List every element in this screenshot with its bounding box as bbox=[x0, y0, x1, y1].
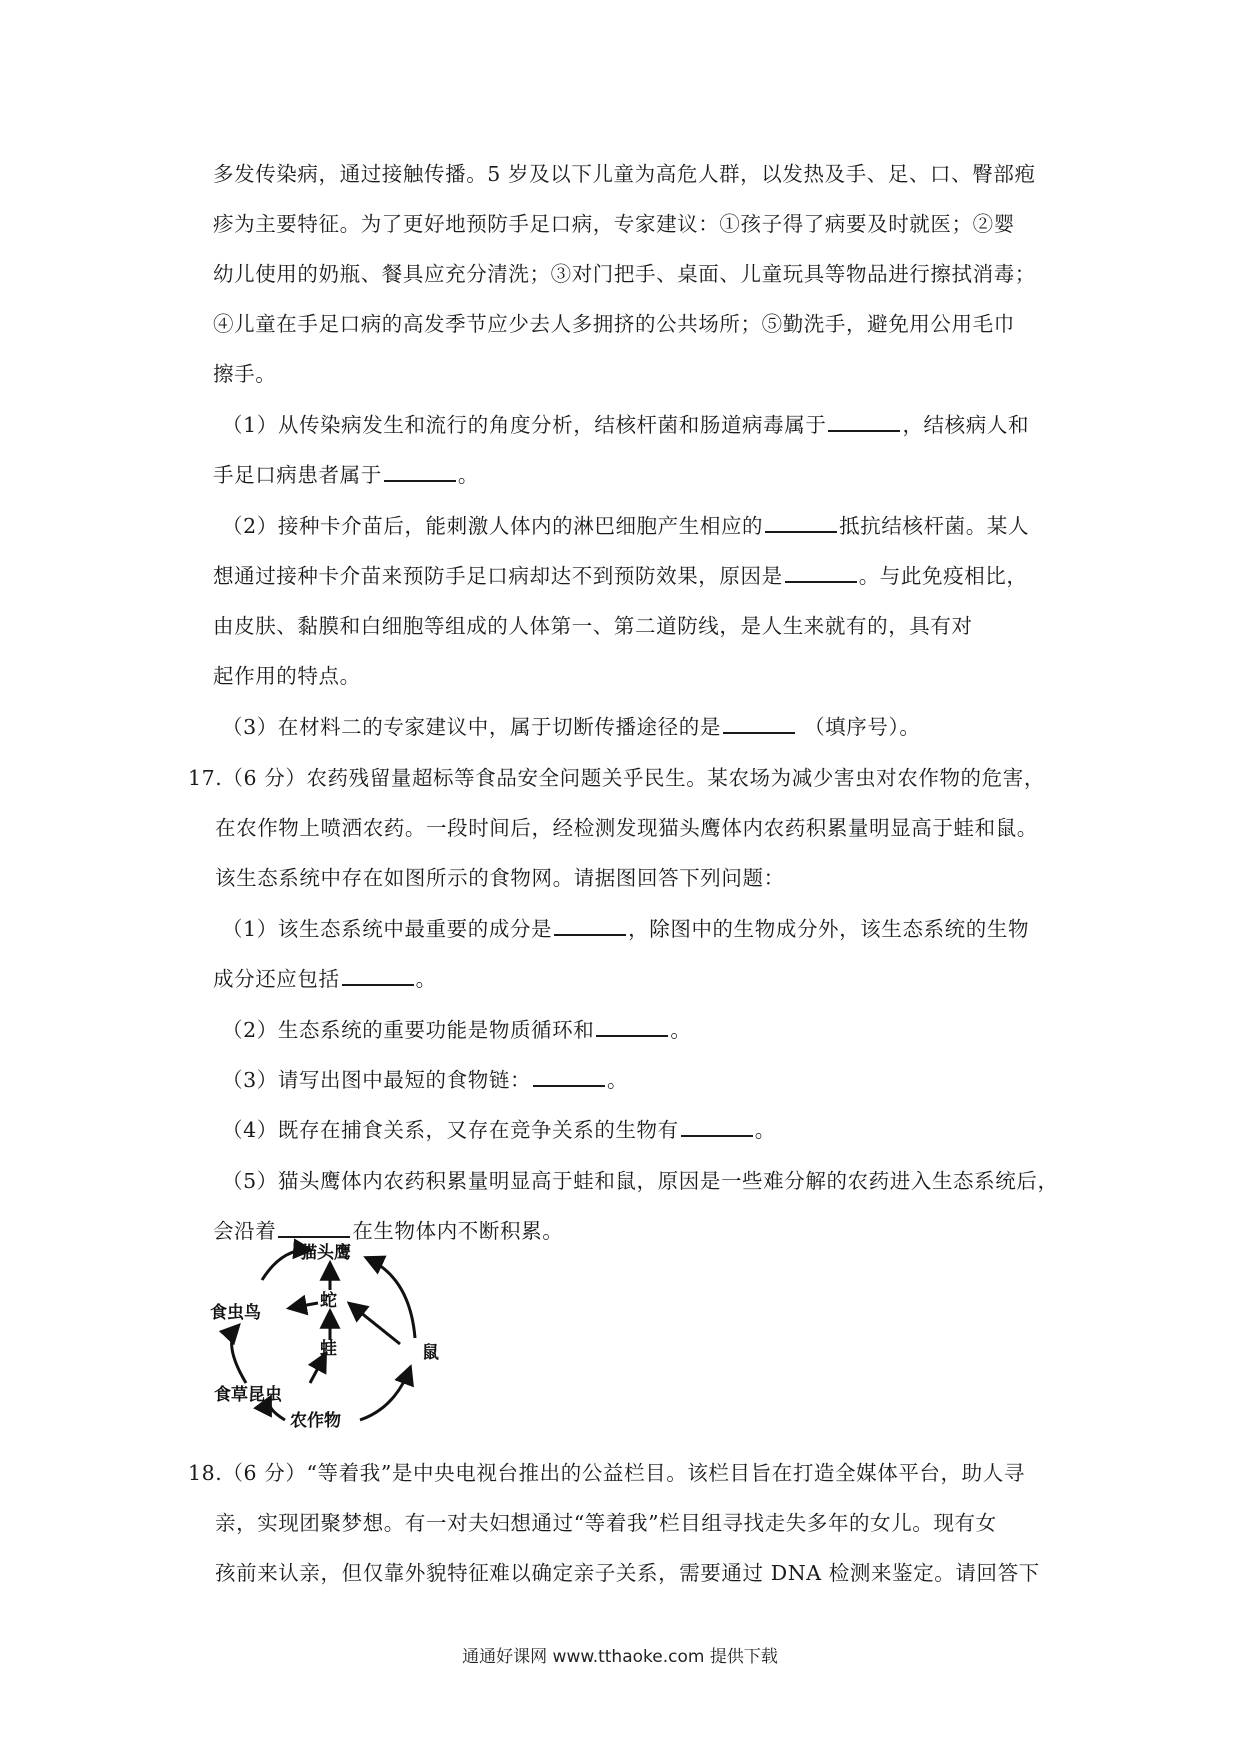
owl-label: 猫头鹰 bbox=[300, 1243, 351, 1263]
arrow-mouse-owl bbox=[367, 1258, 415, 1338]
q18-line: 孩前来认亲，但仅靠外貌特征难以确定亲子关系，需要通过 DNA 检测来鉴定。请回答下 bbox=[215, 1561, 1040, 1585]
answer-blank[interactable] bbox=[765, 513, 837, 533]
answer-blank[interactable] bbox=[533, 1067, 605, 1087]
q17-part4-line: （4）既存在捕食关系，又存在竞争关系的生物有 。 bbox=[222, 1118, 776, 1142]
q17-part2-line: （2）生态系统的重要功能是物质循环和 。 bbox=[222, 1018, 692, 1042]
mouse-label: 鼠 bbox=[422, 1343, 439, 1363]
arrow-bird-snake bbox=[290, 1303, 318, 1308]
insect-label: 食草昆虫 bbox=[214, 1385, 282, 1405]
q16-part2-line: 由皮肤、黏膜和白细胞等组成的人体第一、第二道防线，是人生来就有的，具有对 bbox=[213, 614, 973, 638]
answer-blank[interactable] bbox=[596, 1017, 668, 1037]
q17-intro-line: 该生态系统中存在如图所示的食物网。请据图回答下列问题： bbox=[215, 866, 785, 890]
material-line: 多发传染病，通过接触传播。5 岁及以下儿童为高危人群，以发热及手、足、口、臀部疱 bbox=[213, 162, 1036, 186]
q18-line: 亲，实现团聚梦想。有一对夫妇想通过“等着我”栏目组寻找走失多年的女儿。现有女 bbox=[215, 1511, 997, 1535]
answer-blank[interactable] bbox=[554, 916, 626, 936]
material-line: ④儿童在手足口病的高发季节应少去人多拥挤的公共场所；⑤勤洗手，避免用公用毛巾 bbox=[213, 312, 1015, 336]
arrow-mouse-snake bbox=[350, 1304, 400, 1344]
snake-label: 蛇 bbox=[320, 1291, 337, 1311]
q17-intro-line: 在农作物上喷洒农药。一段时间后，经检测发现猫头鹰体内农药积累量明显高于蛙和鼠。 bbox=[215, 816, 1038, 840]
q16-part2-line: 起作用的特点。 bbox=[213, 664, 361, 688]
arrow-insect-frog bbox=[310, 1355, 325, 1383]
q16-part1-line: 手足口病患者属于 。 bbox=[213, 463, 479, 487]
answer-blank[interactable] bbox=[828, 412, 900, 432]
q17-part3-line: （3）请写出图中最短的食物链： 。 bbox=[222, 1068, 629, 1092]
q16-part2-line: 想通过接种卡介苗来预防手足口病却达不到预防效果，原因是 。与此免疫相比， bbox=[213, 564, 1028, 588]
material-line: 幼儿使用的奶瓶、餐具应充分清洗；③对门把手、桌面、儿童玩具等物品进行擦拭消毒； bbox=[213, 262, 1036, 286]
answer-blank[interactable] bbox=[723, 714, 795, 734]
food-web-diagram bbox=[210, 1228, 460, 1428]
material-line: 擦手。 bbox=[213, 362, 277, 386]
answer-blank[interactable] bbox=[681, 1117, 753, 1137]
bird-label: 食虫鸟 bbox=[210, 1303, 261, 1323]
answer-blank[interactable] bbox=[342, 966, 414, 986]
crop-label: 农作物 bbox=[290, 1411, 341, 1428]
material-line: 疹为主要特征。为了更好地预防手足口病，专家建议：①孩子得了病要及时就医；②婴 bbox=[213, 212, 1015, 236]
frog-label: 蛙 bbox=[320, 1339, 337, 1359]
arrow-insect-bird bbox=[232, 1326, 246, 1383]
q16-part2-line: （2）接种卡介苗后，能刺激人体内的淋巴细胞产生相应的 抵抗结核杆菌。某人 bbox=[222, 514, 1030, 538]
footer-source-text: 通通好课网 www.tthaoke.com 提供下载 bbox=[462, 1647, 778, 1667]
q17-part1-line: （1）该生态系统中最重要的成分是 ，除图中的生物成分外，该生态系统的生物 bbox=[222, 917, 1030, 941]
answer-blank[interactable] bbox=[384, 462, 456, 482]
q18-line: 18.（6 分）“等着我”是中央电视台推出的公益栏目。该栏目旨在打造全媒体平台，助人寻 bbox=[188, 1461, 1025, 1485]
q16-part3-line: （3）在材料二的专家建议中，属于切断传播途径的是 （填序号）。 bbox=[222, 715, 921, 739]
q17-part5-line: 会沿着 在生物体内不断积累。 bbox=[213, 1219, 564, 1243]
q17-part1-line: 成分还应包括 。 bbox=[213, 967, 437, 991]
arrow-crop-mouse bbox=[360, 1368, 410, 1420]
q17-intro-line: 17.（6 分）农药残留量超标等食品安全问题关乎民生。某农场为减少害虫对农作物的危害， bbox=[188, 766, 1045, 790]
q17-part5-line: （5）猫头鹰体内农药积累量明显高于蛙和鼠，原因是一些难分解的农药进入生态系统后， bbox=[222, 1169, 1059, 1193]
answer-blank[interactable] bbox=[785, 563, 857, 583]
q16-part1-line: （1）从传染病发生和流行的角度分析，结核杆菌和肠道病毒属于 ，结核病人和 bbox=[222, 413, 1030, 437]
